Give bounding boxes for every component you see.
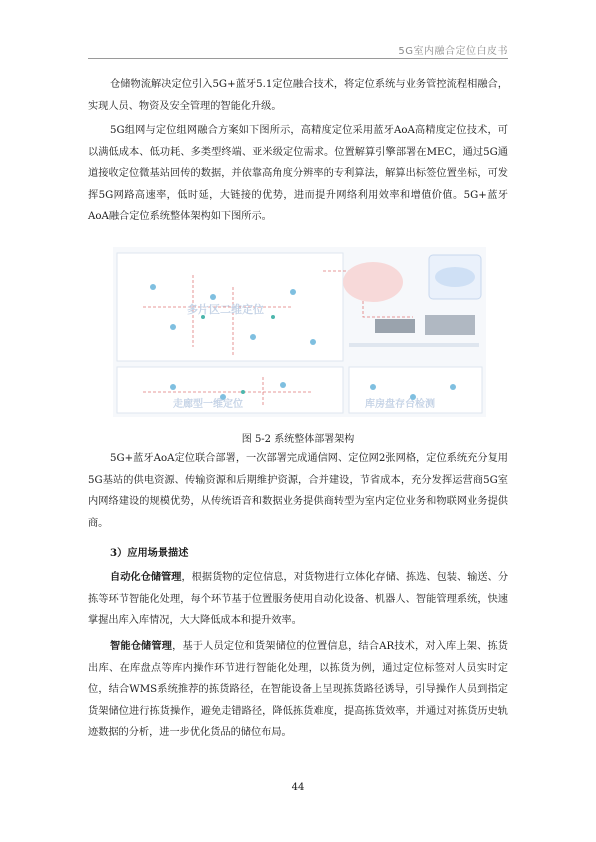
label-2d-zone: 多片区二维定位 [187,303,264,316]
paragraph-smart-warehouse [88,636,508,744]
server-2 [425,315,475,335]
server-1 [375,319,415,333]
label-corridor-zone: 走廊型一维定位 [173,399,243,410]
page-number: 44 [291,782,305,793]
paragraph-intro: 仓储物流解决定位引入5G+蓝牙5.1定位融合技术，将定位系统与业务管控流程相融合，实现人员、物资及安全管理的智能化升级。 [88,79,508,112]
section-heading: 3）应用场景描述 [110,547,189,559]
term-smart-warehouse: 智能仓储管理 [110,640,173,652]
term-automated-warehouse: 自动化仓储管理 [110,571,182,583]
system-architecture-figure [113,247,486,417]
cloud-shape [435,267,475,287]
paragraph-networking: 5G组网与定位组网融合方案如下图所示，高精度定位采用蓝牙AoA高精度定位技术，可以满低成本、低功耗、多类型终端、亚米级定位需求。位置解算引擎部署在MEC，通过5G通道接收定位微基站回传的数据，并依靠高角度分辨率的专利算法，解算出标签位置坐标，可发挥5G网路高速率，低时延，大链接的优势，进而提升网络利用效率和增值价值。5G+蓝牙AoA融合定位系统整体架构如下图所示。 [88,125,508,222]
architecture-diagram [113,247,486,417]
header-divider [88,58,508,59]
figure-caption: 图 5-2 系统整体部署架构 [241,434,355,445]
automated-warehouse-text: ，根据货物的定位信息，对货物进行立体化存储、拣选、包装、输送、分拣等环节智能化处理，每个环节基于位置服务使用自动化设备、机器人、智能管理系统，快速掌握出库入库情况，大大降低成本和提升效率。 [88,572,509,626]
gateway-highlight [343,262,403,302]
label-warehouse-zone: 库房盘存台检测 [365,399,435,410]
paragraph-automated-warehouse [88,567,508,632]
running-header: 5G室内融合定位白皮书 [398,46,508,57]
smart-warehouse-text: ，基于人员定位和货架储位的位置信息，结合AR技术，对入库上架、拣货出库、在库盘点等库内操作环节进行智能化处理，以拣货为例，通过定位标签对人员实时定位，结合WMS系统推荐的拣货路径，在智能设备上呈现拣货路径诱导，引导操作人员到指定货架储位进行拣货操作，避免走错路径，降低拣货难度，提高拣货效率，并通过对拣货历史轨迹数据的分析，进一步优化货品的储位布局。 [88,641,508,738]
server-shelf [349,343,479,347]
paragraph-deployment: 5G+蓝牙AoA定位联合部署，一次部署完成通信网、定位网2张网格，定位系统充分复用5G基站的供电资源、传输资源和后期维护资源，合并建设，节省成本，充分发挥运营商5G室内网络建设的规模优势，从传统语音和数据业务提供商转型为室内定位业务和物联网业务提供商。 [88,453,508,529]
